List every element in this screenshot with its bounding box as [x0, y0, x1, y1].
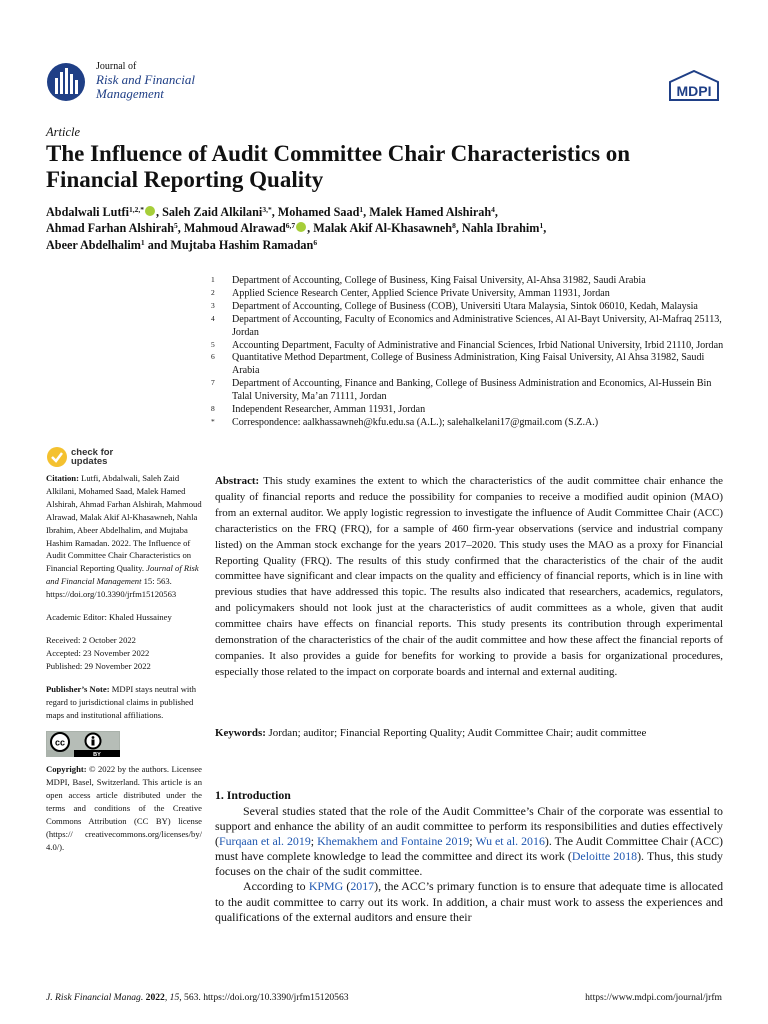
affiliation-item — [211, 404, 731, 417]
author-affiliation-sup: 1,2,* — [128, 205, 144, 214]
keywords-label: Keywords: — [215, 727, 266, 739]
introduction-body — [215, 804, 723, 925]
page-footer — [46, 992, 722, 1003]
svg-text:cc: cc — [54, 737, 66, 748]
abstract-label: Abstract: — [215, 475, 260, 487]
author-affiliation-sup: 1 — [539, 221, 544, 231]
affiliation-text: Department of Accounting, College of Business, King Faisal University, Al-Ahsa 31982, Saudi Arabia — [232, 275, 646, 286]
affiliation-number: 5 — [211, 339, 215, 349]
ref-link-khemakhem[interactable]: Khemakhem and Fontaine 2019 — [317, 834, 470, 849]
affiliation-number: 7 — [211, 378, 215, 388]
citation — [46, 472, 202, 601]
author-separator: , — [307, 221, 314, 236]
affiliation-item — [211, 378, 731, 404]
cc-by-license-icon[interactable] — [46, 731, 120, 757]
intro-p2-text-b: ( — [343, 879, 351, 894]
author-separator: , — [271, 205, 278, 219]
author-list — [46, 204, 736, 253]
ref-link-furqaan[interactable]: Furqaan et al. 2019 — [218, 834, 311, 849]
affiliation-item — [211, 314, 731, 340]
affiliation-text: Department of Accounting, Finance and Banking, College of Business Administration and Economics, Al-Hussein Bin Talal University, Ma’an 71111, Jordan — [232, 378, 712, 403]
author-name[interactable]: Abdalwali Lutfi — [46, 205, 129, 219]
affiliation-number: 4 — [211, 313, 215, 323]
author-affiliation-sup: 1 — [359, 205, 364, 214]
journal-title-line1: Risk and Financial — [96, 72, 195, 87]
journal-title-line2: Management — [96, 85, 164, 101]
author-affiliation-sup: 3,* — [262, 205, 272, 214]
footer-volume: 15 — [169, 992, 180, 1003]
abstract — [215, 474, 723, 681]
author-name[interactable]: Mohamed Saad — [277, 205, 360, 219]
ref-link-wu[interactable]: Wu et al. 2016 — [475, 834, 545, 849]
affiliation-number: 2 — [211, 287, 215, 297]
affiliation-item — [211, 417, 731, 430]
affiliation-number: 6 — [211, 352, 215, 362]
intro-paragraph-1 — [215, 804, 723, 879]
journal-name — [96, 61, 195, 100]
keywords — [215, 726, 723, 742]
academic-editor: Academic Editor: Khaled Hussainey — [46, 612, 172, 623]
affiliation-text: Independent Researcher, Amman 11931, Jordan — [232, 404, 426, 416]
affiliation-item — [211, 288, 731, 301]
copyright-label: Copyright: — [46, 764, 87, 775]
author-affiliation-sup: 4 — [491, 205, 495, 214]
abstract-text: This study examines the extent to which the characteristics of the audit committee chair enhance the quality of financial reports and reduce the possibility for companies to receive a modified audit opinion (MAO) from an external auditor. We apply logistic regression to investigate the influence of Audit Committee Chair (ACC) characteristics on the FRQ (FRQ), for a sample of 460 firm-year observations (service and industrial company listed) on the Amman stock exchange for the years 2017–2020. This study uses the MAO as a proxy for Financial Reporting Quality (FRQ). The results of this study confirmed that the characteristics of the chair of the audit committee have significant and clear impacts on the quality and efficiency of financial reports, which is in line with previous studies that have addressed this topic. The results also indicated that researchers, academics, regulators, and policymakers should not look just at the characteristics of audit committees as a whole, given that audit committee chairs have effects on financial reports. This study presents its contribution through experimental demonstration of the characteristics of the chair of the audit committee and how these affect the financial reports of companies. It also provides a guide for benefits for working to provide a basis for organizational procedures, especially those related to the impact on corporate boards and internal and external auditing. — [215, 475, 723, 678]
ref-link-kpmg[interactable]: KPMG — [308, 879, 344, 894]
orcid-icon[interactable] — [145, 206, 155, 216]
check-updates-line2: updates — [71, 456, 108, 467]
author-name[interactable]: Mujtaba Hashim Ramadan — [170, 237, 314, 252]
citation-doi[interactable]: 15: 563. https://doi.org/10.3390/jrfm15120563 — [46, 576, 177, 600]
footer-citation: J. Risk Financial Manag. 2022, 15, 563. https://doi.org/10.3390/jrfm15120563 — [46, 992, 349, 1003]
author-separator: , — [177, 221, 184, 236]
affiliation-text: Accounting Department, Faculty of Administrative and Financial Sciences, Irbid National University, Irbid 21110, Jordan — [232, 339, 724, 351]
check-updates-line1: check for — [71, 446, 114, 458]
author-name[interactable]: Nahla Ibrahim — [461, 221, 540, 236]
author-affiliation-sup: 6 — [313, 237, 318, 247]
author-affiliation-sup: 8 — [452, 221, 456, 231]
affiliation-item — [211, 352, 731, 378]
intro-p1-sep1: ; — [310, 834, 318, 849]
section-heading-introduction: 1. Introduction — [215, 788, 291, 802]
affiliation-item — [211, 301, 731, 314]
intro-p1-text-a: Several studies stated that the role of the Audit Committee’s Chair of the corporate was essential to support and enhance the ability of an audit committee to perform its responsibilities and duties effectively ( — [215, 804, 723, 849]
author-affiliation-sup: 6,7 — [285, 221, 296, 231]
author-name[interactable]: Ahmad Farhan Alshirah — [46, 221, 174, 236]
intro-p1-text-b: ). The Audit Committee Chair (ACC) must have complete knowledge to lead the committee and direct its work ( — [215, 834, 724, 864]
affiliation-item — [211, 340, 731, 353]
footer-journal-abbrev: J. Risk Financial Manag. — [46, 992, 144, 1003]
affiliation-item — [211, 275, 731, 288]
citation-label: Citation: — [46, 473, 79, 483]
journal-prefix: Journal of — [96, 61, 137, 72]
affiliation-text: Department of Accounting, College of Business (COB), Universiti Utara Malaysia, Sintok 06010, Kedah, Malaysia — [232, 300, 698, 312]
publisher-note — [46, 683, 202, 722]
footer-year: 2022 — [145, 992, 165, 1003]
affiliation-text: Applied Science Research Center, Applied Science Private University, Amman 11931, Jordan — [232, 287, 610, 299]
author-separator: , — [363, 205, 370, 219]
author-name[interactable]: Abeer Abdelhalim — [46, 237, 141, 252]
author-separator: , — [543, 221, 547, 236]
citation-journal: Journal of Risk and Financial Management — [46, 563, 199, 587]
orcid-icon[interactable] — [296, 222, 306, 232]
mdpi-logo-icon — [666, 70, 722, 104]
published-date: Published: 29 November 2022 — [46, 660, 151, 671]
author-name[interactable]: Malek Hamed Alshirah — [369, 205, 492, 219]
author-separator: and — [144, 237, 171, 252]
copyright — [46, 763, 202, 853]
citation-text: Lutfi, Abdalwali, Saleh Zaid Alkilani, Mohamed Saad, Malek Hamed Alshirah, Ahmad Farhan Alshirah, Mahmoud Alrawad, Malak Akif Al-Khasawneh, Nahla Ibrahim, Abeer Abdelhalim, and Mujtaba Hashim Ramadan. 2022. The Influence of Audit Committee Chair Characteristics on Financial Reporting Quality. — [46, 473, 202, 574]
keywords-text: Jordan; auditor; Financial Reporting Quality; Audit Committee Chair; audit committee — [265, 727, 647, 739]
intro-paragraph-2 — [215, 879, 723, 924]
article-type: Article — [46, 125, 81, 139]
intro-p2-text-c: ), the ACC’s primary function is to ensure that adequate time is allocated to the audit committee to carry out its work. In addition, a chair must work to assess the experiences and qualifications of the external auditors and ensure their — [215, 879, 724, 924]
sidebar — [46, 472, 202, 864]
ref-link-kpmg-year[interactable]: 2017 — [350, 879, 375, 894]
author-separator: , — [494, 205, 498, 219]
author-separator: , — [455, 221, 462, 236]
author-affiliation-sup: 1 — [140, 237, 145, 247]
affiliation-number: * — [211, 416, 215, 426]
author-name[interactable]: Saleh Zaid Alkilani — [162, 205, 263, 219]
page-title: The Influence of Audit Committee Chair Characteristics on Financial Reporting Quality — [46, 141, 631, 192]
ref-link-deloitte[interactable]: Deloitte 2018 — [571, 849, 638, 864]
cc-by-label: BY — [93, 752, 101, 758]
author-affiliation-sup: 5 — [174, 221, 178, 231]
check-updates-icon — [46, 446, 68, 468]
affiliation-number: 8 — [211, 404, 215, 414]
intro-p1-sep2: ; — [469, 834, 476, 849]
publisher-note-text: MDPI stays neutral with regard to jurisdictional claims in published maps and institutional affiliations. — [46, 683, 196, 720]
affiliation-text: Quantitative Method Department, College of Business Administration, King Faisal University, Al Ahsa 31982, Saudi Arabia — [232, 352, 705, 377]
journal-logo-icon — [46, 60, 86, 104]
footer-journal-url[interactable]: https://www.mdpi.com/journal/jrfm — [585, 992, 722, 1003]
dates — [46, 634, 202, 673]
publisher-note-label: Publisher’s Note: — [46, 683, 110, 694]
publisher-logo-text: MDPI — [676, 83, 712, 99]
affiliation-text: Department of Accounting, Faculty of Economics and Administrative Sciences, Al Al-Bayt University, Al-Mafraq 25113, Jordan — [232, 313, 722, 338]
received-date: Received: 2 October 2022 — [46, 634, 136, 645]
affiliation-text: Correspondence: aalkhassawneh@kfu.edu.sa (A.L.); salehalkelani17@gmail.com (S.Z.A.) — [232, 416, 599, 428]
footer-doi[interactable]: , 563. https://doi.org/10.3390/jrfm15120563 — [179, 992, 349, 1003]
affiliation-number: 1 — [211, 275, 215, 284]
intro-p2-text-a: According to — [243, 879, 309, 894]
copyright-text: © 2022 by the authors. Licensee MDPI, Basel, Switzerland. This article is an open access article distributed under the terms and conditions of the Creative Commons Attribution (CC BY) license (https:// creativecommons.org/licenses/by/ 4.0/). — [46, 764, 202, 852]
author-name[interactable]: Mahmoud Alrawad — [183, 221, 286, 236]
author-separator: , — [155, 205, 163, 219]
affiliation-number: 3 — [211, 300, 215, 310]
accepted-date: Accepted: 23 November 2022 — [46, 647, 150, 658]
check-for-updates-badge[interactable] — [46, 446, 113, 468]
author-name[interactable]: Malak Akif Al-Khasawneh — [313, 221, 453, 236]
affiliation-list — [211, 275, 731, 430]
intro-p1-text-c: ). Thus, this study focuses on the chair of the sudit committee. — [215, 849, 723, 879]
